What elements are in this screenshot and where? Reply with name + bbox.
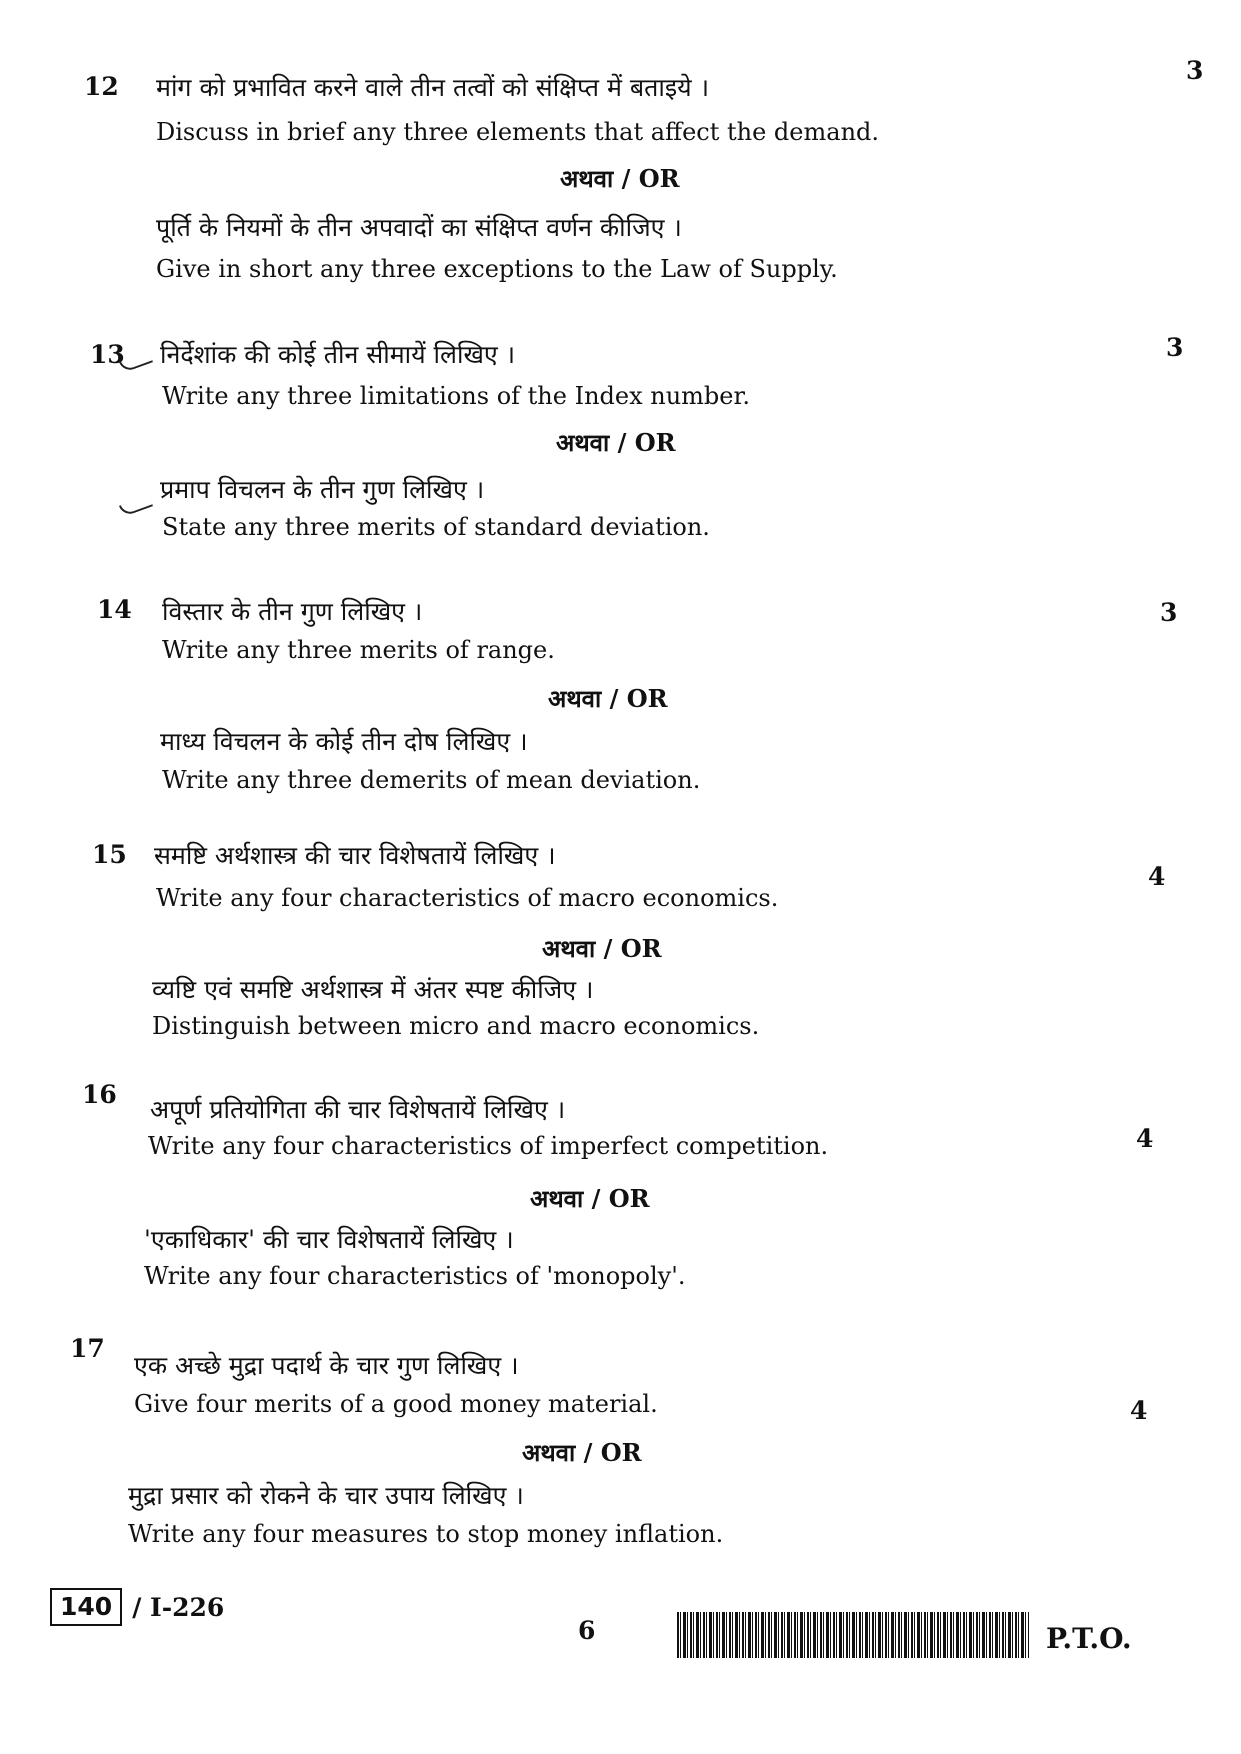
alternate-hindi: प्रमाप विचलन के तीन गुण लिखिए । — [160, 475, 485, 504]
alternate-english: Write any four measures to stop money inflation. — [128, 1520, 724, 1548]
question-hindi: निर्देशांक की कोई तीन सीमायें लिखिए । — [160, 340, 516, 369]
question-number: 14 — [97, 595, 132, 624]
question-hindi: अपूर्ण प्रतियोगिता की चार विशेषतायें लिखिए । — [150, 1095, 566, 1124]
or-separator: अथवा / OR — [548, 684, 668, 713]
question-marks: 3 — [1166, 333, 1184, 362]
boxed-code: 140 — [50, 1588, 122, 1626]
alternate-hindi: पूर्ति के नियमों के तीन अपवादों का संक्षिप्त वर्णन कीजिए । — [156, 213, 682, 242]
question-marks: 4 — [1148, 862, 1166, 891]
question-english: Write any three limitations of the Index number. — [162, 382, 750, 410]
check-mark — [119, 495, 153, 517]
alternate-english: Write any three demerits of mean deviation. — [162, 766, 701, 794]
question-number: 12 — [84, 72, 119, 101]
question-english: Write any three merits of range. — [162, 636, 555, 664]
page-number: 6 — [578, 1616, 596, 1645]
alternate-hindi: मुद्रा प्रसार को रोकने के चार उपाय लिखिए । — [128, 1481, 524, 1510]
alternate-english: Distinguish between micro and macro economics. — [152, 1012, 760, 1040]
question-english: Write any four characteristics of imperfect competition. — [148, 1132, 829, 1160]
question-number: 15 — [92, 840, 127, 869]
pto-label: P.T.O. — [1046, 1622, 1132, 1655]
paper-code — [50, 1588, 224, 1626]
question-english: Give four merits of a good money material. — [134, 1390, 658, 1418]
alternate-english: Write any four characteristics of 'monopoly'. — [144, 1262, 686, 1290]
barcode — [677, 1612, 1029, 1658]
question-marks: 4 — [1136, 1124, 1154, 1153]
question-number: 17 — [70, 1334, 105, 1363]
or-separator: अथवा / OR — [530, 1184, 650, 1213]
alternate-hindi: माध्य विचलन के कोई तीन दोष लिखिए । — [160, 727, 528, 756]
question-hindi: मांग को प्रभावित करने वाले तीन तत्वों को संक्षिप्त में बताइये । — [156, 73, 710, 102]
or-separator: अथवा / OR — [560, 164, 680, 193]
question-hindi: विस्तार के तीन गुण लिखिए । — [162, 597, 423, 626]
question-number: 13 — [90, 340, 125, 369]
question-hindi: समष्टि अर्थशास्त्र की चार विशेषतायें लिखिए । — [154, 841, 556, 870]
question-marks: 3 — [1186, 56, 1204, 85]
question-marks: 4 — [1130, 1396, 1148, 1425]
question-number: 16 — [82, 1080, 117, 1109]
alternate-hindi: व्यष्टि एवं समष्टि अर्थशास्त्र में अंतर स्पष्ट कीजिए । — [152, 975, 594, 1004]
paper-code-text: / I-226 — [132, 1592, 225, 1622]
or-separator: अथवा / OR — [522, 1438, 642, 1467]
alternate-english: State any three merits of standard deviation. — [162, 513, 710, 541]
or-separator: अथवा / OR — [542, 934, 662, 963]
alternate-english: Give in short any three exceptions to the Law of Supply. — [156, 255, 838, 283]
alternate-hindi: 'एकाधिकार' की चार विशेषतायें लिखिए । — [144, 1225, 514, 1254]
question-english: Write any four characteristics of macro economics. — [156, 884, 779, 912]
question-english: Discuss in brief any three elements that affect the demand. — [156, 118, 880, 146]
question-hindi: एक अच्छे मुद्रा पदार्थ के चार गुण लिखिए । — [134, 1351, 519, 1380]
or-separator: अथवा / OR — [556, 428, 676, 457]
question-marks: 3 — [1160, 598, 1178, 627]
